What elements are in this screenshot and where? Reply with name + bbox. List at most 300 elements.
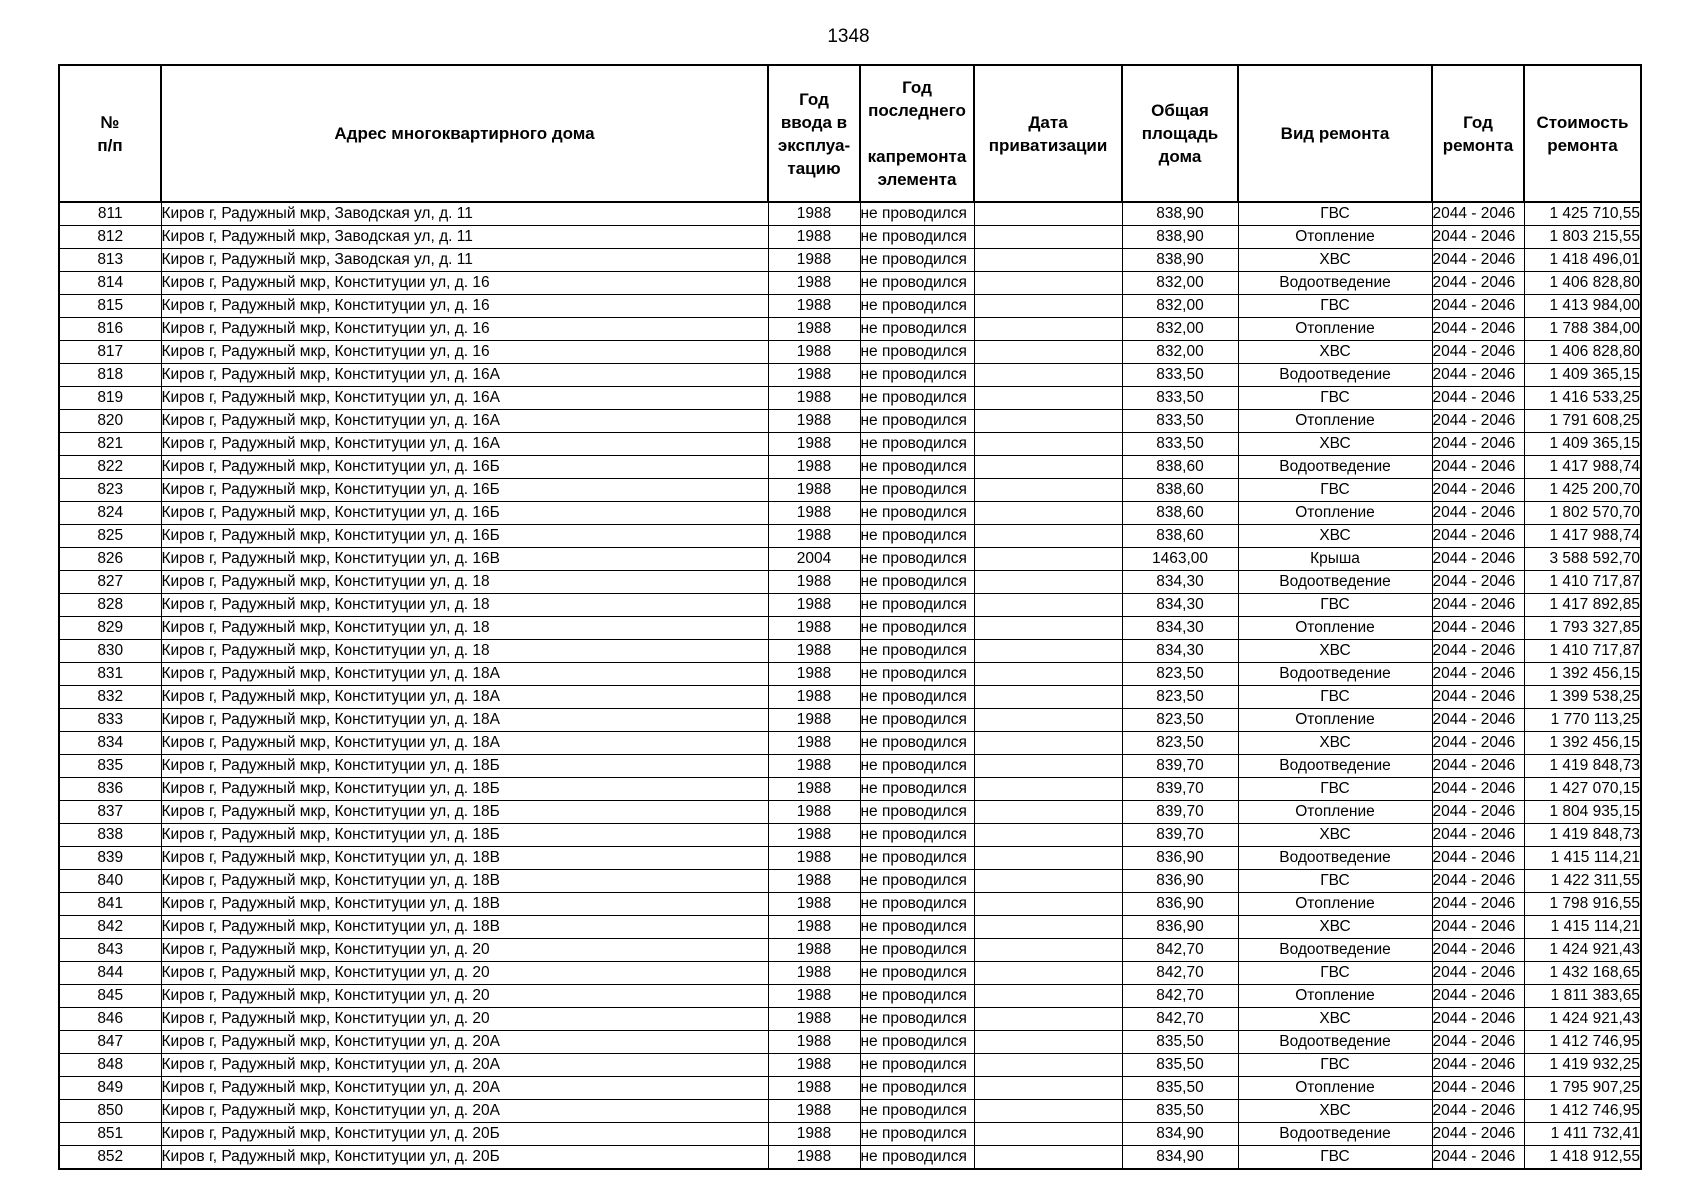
cell-cost: 3 588 592,70 [1524,548,1641,571]
cell-num: 827 [59,571,161,594]
cell-repair-years: 2044 - 2046 [1432,226,1524,249]
cell-year-built: 1988 [768,594,860,617]
cell-repair-type: Отопление [1238,801,1432,824]
cell-privatization [974,594,1122,617]
cell-address: Киров г, Радужный мкр, Конституции ул, д. 16Б [161,525,768,548]
cell-repair-years: 2044 - 2046 [1432,479,1524,502]
cell-area: 833,50 [1122,410,1238,433]
cell-num: 821 [59,433,161,456]
cell-num: 843 [59,939,161,962]
cell-privatization [974,525,1122,548]
cell-cost: 1 410 717,87 [1524,640,1641,663]
table-row [59,272,1641,295]
cell-area: 834,30 [1122,617,1238,640]
cell-area: 839,70 [1122,755,1238,778]
cell-last-repair: не проводился [860,295,974,318]
header-last-repair: Год последнего капремонта элемента [860,65,974,202]
cell-cost: 1 406 828,80 [1524,272,1641,295]
cell-last-repair: не проводился [860,1123,974,1146]
cell-cost: 1 392 456,15 [1524,663,1641,686]
cell-area: 834,30 [1122,571,1238,594]
cell-cost: 1 417 988,74 [1524,525,1641,548]
cell-address: Киров г, Радужный мкр, Конституции ул, д. 18 [161,617,768,640]
cell-num: 816 [59,318,161,341]
cell-num: 842 [59,916,161,939]
cell-cost: 1 425 710,55 [1524,202,1641,226]
cell-last-repair: не проводился [860,433,974,456]
cell-privatization [974,1031,1122,1054]
cell-year-built: 1988 [768,387,860,410]
cell-repair-type: ГВС [1238,1054,1432,1077]
cell-num: 847 [59,1031,161,1054]
cell-last-repair: не проводился [860,663,974,686]
cell-repair-type: ХВС [1238,916,1432,939]
cell-last-repair: не проводился [860,755,974,778]
cell-repair-years: 2044 - 2046 [1432,1008,1524,1031]
cell-repair-years: 2044 - 2046 [1432,318,1524,341]
cell-repair-years: 2044 - 2046 [1432,387,1524,410]
cell-privatization [974,1146,1122,1170]
cell-privatization [974,962,1122,985]
cell-repair-years: 2044 - 2046 [1432,1123,1524,1146]
cell-num: 832 [59,686,161,709]
cell-year-built: 1988 [768,410,860,433]
cell-repair-years: 2044 - 2046 [1432,456,1524,479]
cell-privatization [974,410,1122,433]
cell-num: 817 [59,341,161,364]
cell-repair-years: 2044 - 2046 [1432,202,1524,226]
table-row [59,801,1641,824]
cell-address: Киров г, Радужный мкр, Конституции ул, д. 16Б [161,502,768,525]
cell-repair-type: ГВС [1238,686,1432,709]
cell-area: 836,90 [1122,870,1238,893]
cell-year-built: 1988 [768,893,860,916]
cell-last-repair: не проводился [860,640,974,663]
cell-repair-years: 2044 - 2046 [1432,1100,1524,1123]
cell-num: 846 [59,1008,161,1031]
cell-privatization [974,456,1122,479]
cell-year-built: 1988 [768,272,860,295]
cell-cost: 1 419 932,25 [1524,1054,1641,1077]
cell-last-repair: не проводился [860,939,974,962]
cell-year-built: 1988 [768,801,860,824]
cell-repair-years: 2044 - 2046 [1432,755,1524,778]
cell-cost: 1 399 538,25 [1524,686,1641,709]
cell-num: 851 [59,1123,161,1146]
cell-area: 834,30 [1122,640,1238,663]
cell-privatization [974,709,1122,732]
cell-address: Киров г, Радужный мкр, Конституции ул, д. 18А [161,732,768,755]
cell-cost: 1 804 935,15 [1524,801,1641,824]
cell-area: 839,70 [1122,824,1238,847]
table-row [59,318,1641,341]
table-row [59,755,1641,778]
table-row [59,824,1641,847]
cell-area: 823,50 [1122,709,1238,732]
cell-num: 823 [59,479,161,502]
cell-repair-type: ХВС [1238,433,1432,456]
cell-num: 852 [59,1146,161,1170]
cell-repair-years: 2044 - 2046 [1432,640,1524,663]
cell-repair-type: Водоотведение [1238,663,1432,686]
table-row [59,778,1641,801]
cell-cost: 1 791 608,25 [1524,410,1641,433]
cell-year-built: 1988 [768,249,860,272]
cell-cost: 1 788 384,00 [1524,318,1641,341]
cell-repair-years: 2044 - 2046 [1432,272,1524,295]
cell-num: 819 [59,387,161,410]
table-row [59,456,1641,479]
table-row [59,502,1641,525]
cell-last-repair: не проводился [860,801,974,824]
cell-last-repair: не проводился [860,847,974,870]
table-row [59,870,1641,893]
cell-num: 834 [59,732,161,755]
cell-year-built: 1988 [768,1077,860,1100]
cell-num: 845 [59,985,161,1008]
table-row [59,732,1641,755]
cell-address: Киров г, Радужный мкр, Конституции ул, д. 18В [161,893,768,916]
table-row [59,410,1641,433]
cell-num: 828 [59,594,161,617]
cell-repair-years: 2044 - 2046 [1432,916,1524,939]
cell-year-built: 2004 [768,548,860,571]
cell-address: Киров г, Радужный мкр, Конституции ул, д. 20 [161,939,768,962]
cell-last-repair: не проводился [860,962,974,985]
cell-repair-type: Отопление [1238,617,1432,640]
cell-privatization [974,433,1122,456]
cell-repair-years: 2044 - 2046 [1432,502,1524,525]
cell-cost: 1 413 984,00 [1524,295,1641,318]
table-row [59,202,1641,226]
cell-num: 815 [59,295,161,318]
cell-repair-type: Водоотведение [1238,1123,1432,1146]
cell-year-built: 1988 [768,341,860,364]
cell-last-repair: не проводился [860,502,974,525]
header-year-built: Год ввода в эксплуа- тацию [768,65,860,202]
cell-cost: 1 427 070,15 [1524,778,1641,801]
table-row [59,433,1641,456]
cell-last-repair: не проводился [860,594,974,617]
cell-repair-years: 2044 - 2046 [1432,295,1524,318]
cell-address: Киров г, Радужный мкр, Конституции ул, д. 20Б [161,1123,768,1146]
cell-privatization [974,847,1122,870]
cell-address: Киров г, Радужный мкр, Конституции ул, д. 16А [161,387,768,410]
cell-privatization [974,387,1122,410]
cell-area: 839,70 [1122,801,1238,824]
cell-address: Киров г, Радужный мкр, Конституции ул, д. 18 [161,571,768,594]
cell-year-built: 1988 [768,479,860,502]
header-cost: Стоимость ремонта [1524,65,1641,202]
cell-cost: 1 411 732,41 [1524,1123,1641,1146]
cell-repair-years: 2044 - 2046 [1432,801,1524,824]
cell-privatization [974,686,1122,709]
cell-last-repair: не проводился [860,732,974,755]
cell-cost: 1 412 746,95 [1524,1100,1641,1123]
cell-privatization [974,663,1122,686]
cell-repair-years: 2044 - 2046 [1432,548,1524,571]
cell-area: 838,60 [1122,456,1238,479]
cell-area: 833,50 [1122,433,1238,456]
table-row [59,893,1641,916]
cell-last-repair: не проводился [860,226,974,249]
cell-privatization [974,870,1122,893]
cell-repair-type: ГВС [1238,387,1432,410]
table-row [59,985,1641,1008]
cell-privatization [974,824,1122,847]
cell-last-repair: не проводился [860,479,974,502]
cell-year-built: 1988 [768,202,860,226]
cell-area: 839,70 [1122,778,1238,801]
cell-repair-type: ХВС [1238,1100,1432,1123]
cell-area: 835,50 [1122,1054,1238,1077]
cell-cost: 1 422 311,55 [1524,870,1641,893]
table-row [59,226,1641,249]
cell-privatization [974,801,1122,824]
page-number: 1348 [827,26,870,47]
table-row [59,847,1641,870]
cell-area: 832,00 [1122,341,1238,364]
cell-area: 823,50 [1122,732,1238,755]
cell-privatization [974,249,1122,272]
table-row [59,479,1641,502]
cell-year-built: 1988 [768,962,860,985]
cell-year-built: 1988 [768,364,860,387]
cell-repair-type: ГВС [1238,479,1432,502]
cell-cost: 1 417 988,74 [1524,456,1641,479]
cell-num: 841 [59,893,161,916]
cell-area: 836,90 [1122,893,1238,916]
cell-repair-years: 2044 - 2046 [1432,1146,1524,1170]
cell-privatization [974,939,1122,962]
cell-repair-years: 2044 - 2046 [1432,709,1524,732]
cell-address: Киров г, Радужный мкр, Конституции ул, д. 16А [161,410,768,433]
cell-repair-years: 2044 - 2046 [1432,824,1524,847]
cell-last-repair: не проводился [860,1100,974,1123]
cell-repair-type: ГВС [1238,295,1432,318]
cell-address: Киров г, Радужный мкр, Конституции ул, д. 20А [161,1100,768,1123]
cell-year-built: 1988 [768,433,860,456]
cell-repair-type: Отопление [1238,1077,1432,1100]
cell-repair-type: Отопление [1238,893,1432,916]
cell-year-built: 1988 [768,1100,860,1123]
cell-repair-type: ХВС [1238,640,1432,663]
cell-address: Киров г, Радужный мкр, Конституции ул, д. 18В [161,870,768,893]
cell-address: Киров г, Радужный мкр, Конституции ул, д. 18А [161,686,768,709]
cell-address: Киров г, Радужный мкр, Конституции ул, д. 18 [161,640,768,663]
cell-num: 840 [59,870,161,893]
cell-privatization [974,778,1122,801]
cell-repair-years: 2044 - 2046 [1432,778,1524,801]
cell-last-repair: не проводился [860,202,974,226]
cell-area: 834,90 [1122,1123,1238,1146]
table-row [59,916,1641,939]
cell-repair-type: ХВС [1238,1008,1432,1031]
table-row [59,1077,1641,1100]
cell-num: 813 [59,249,161,272]
cell-area: 835,50 [1122,1100,1238,1123]
cell-repair-type: ХВС [1238,732,1432,755]
cell-privatization [974,640,1122,663]
table-row [59,387,1641,410]
cell-repair-years: 2044 - 2046 [1432,617,1524,640]
table-row [59,1123,1641,1146]
header-repair-type: Вид ремонта [1238,65,1432,202]
cell-address: Киров г, Радужный мкр, Конституции ул, д. 18А [161,709,768,732]
cell-area: 1463,00 [1122,548,1238,571]
cell-repair-years: 2044 - 2046 [1432,594,1524,617]
cell-last-repair: не проводился [860,617,974,640]
cell-cost: 1 795 907,25 [1524,1077,1641,1100]
cell-last-repair: не проводился [860,341,974,364]
cell-address: Киров г, Радужный мкр, Конституции ул, д. 18 [161,594,768,617]
cell-last-repair: не проводился [860,272,974,295]
cell-cost: 1 425 200,70 [1524,479,1641,502]
cell-area: 838,60 [1122,502,1238,525]
cell-repair-type: Водоотведение [1238,364,1432,387]
cell-repair-type: Водоотведение [1238,1031,1432,1054]
cell-year-built: 1988 [768,732,860,755]
header-row [59,65,1641,202]
cell-area: 835,50 [1122,1031,1238,1054]
cell-address: Киров г, Радужный мкр, Конституции ул, д. 20 [161,985,768,1008]
cell-cost: 1 798 916,55 [1524,893,1641,916]
cell-year-built: 1988 [768,1008,860,1031]
cell-repair-type: ХВС [1238,824,1432,847]
cell-cost: 1 432 168,65 [1524,962,1641,985]
repair-registry-table [58,64,1642,1170]
cell-last-repair: не проводился [860,778,974,801]
cell-privatization [974,1100,1122,1123]
cell-address: Киров г, Радужный мкр, Конституции ул, д. 20А [161,1054,768,1077]
cell-last-repair: не проводился [860,686,974,709]
cell-repair-years: 2044 - 2046 [1432,571,1524,594]
cell-area: 832,00 [1122,318,1238,341]
cell-repair-type: ХВС [1238,341,1432,364]
cell-year-built: 1988 [768,709,860,732]
cell-year-built: 1988 [768,778,860,801]
cell-area: 834,90 [1122,1146,1238,1170]
cell-repair-years: 2044 - 2046 [1432,939,1524,962]
table-row [59,709,1641,732]
cell-address: Киров г, Радужный мкр, Конституции ул, д. 18В [161,916,768,939]
cell-last-repair: не проводился [860,1008,974,1031]
table-row [59,1146,1641,1170]
cell-privatization [974,985,1122,1008]
cell-repair-years: 2044 - 2046 [1432,663,1524,686]
cell-privatization [974,732,1122,755]
cell-area: 823,50 [1122,686,1238,709]
cell-year-built: 1988 [768,985,860,1008]
cell-year-built: 1988 [768,502,860,525]
cell-repair-type: Крыша [1238,548,1432,571]
header-num: № п/п [59,65,161,202]
cell-num: 844 [59,962,161,985]
cell-address: Киров г, Радужный мкр, Заводская ул, д. 11 [161,202,768,226]
cell-repair-years: 2044 - 2046 [1432,1031,1524,1054]
cell-area: 832,00 [1122,295,1238,318]
cell-cost: 1 409 365,15 [1524,364,1641,387]
cell-privatization [974,364,1122,387]
cell-address: Киров г, Радужный мкр, Конституции ул, д. 18Б [161,778,768,801]
cell-privatization [974,272,1122,295]
cell-num: 811 [59,202,161,226]
cell-cost: 1 424 921,43 [1524,1008,1641,1031]
cell-area: 836,90 [1122,916,1238,939]
cell-repair-years: 2044 - 2046 [1432,985,1524,1008]
cell-repair-type: ГВС [1238,870,1432,893]
cell-last-repair: не проводился [860,1077,974,1100]
cell-num: 818 [59,364,161,387]
cell-privatization [974,916,1122,939]
cell-address: Киров г, Радужный мкр, Конституции ул, д. 20А [161,1077,768,1100]
cell-repair-years: 2044 - 2046 [1432,732,1524,755]
cell-last-repair: не проводился [860,456,974,479]
cell-address: Киров г, Радужный мкр, Конституции ул, д. 20 [161,962,768,985]
cell-privatization [974,318,1122,341]
header-privatization: Дата приватизации [974,65,1122,202]
cell-area: 835,50 [1122,1077,1238,1100]
cell-area: 842,70 [1122,1008,1238,1031]
cell-cost: 1 415 114,21 [1524,847,1641,870]
cell-privatization [974,1077,1122,1100]
cell-area: 823,50 [1122,663,1238,686]
cell-repair-years: 2044 - 2046 [1432,1054,1524,1077]
cell-year-built: 1988 [768,870,860,893]
cell-cost: 1 418 912,55 [1524,1146,1641,1170]
cell-privatization [974,617,1122,640]
cell-area: 842,70 [1122,962,1238,985]
cell-area: 838,90 [1122,202,1238,226]
cell-year-built: 1988 [768,318,860,341]
cell-cost: 1 416 533,25 [1524,387,1641,410]
cell-num: 812 [59,226,161,249]
cell-repair-years: 2044 - 2046 [1432,962,1524,985]
table-row [59,663,1641,686]
cell-cost: 1 419 848,73 [1524,824,1641,847]
cell-num: 833 [59,709,161,732]
cell-privatization [974,893,1122,916]
cell-cost: 1 770 113,25 [1524,709,1641,732]
cell-repair-type: Отопление [1238,318,1432,341]
cell-last-repair: не проводился [860,824,974,847]
cell-address: Киров г, Радужный мкр, Конституции ул, д. 16 [161,295,768,318]
cell-area: 842,70 [1122,939,1238,962]
table-row [59,364,1641,387]
cell-repair-type: Отопление [1238,709,1432,732]
cell-last-repair: не проводился [860,548,974,571]
cell-year-built: 1988 [768,1054,860,1077]
cell-year-built: 1988 [768,663,860,686]
cell-address: Киров г, Радужный мкр, Конституции ул, д. 18А [161,663,768,686]
cell-repair-years: 2044 - 2046 [1432,249,1524,272]
cell-repair-years: 2044 - 2046 [1432,410,1524,433]
table-row [59,295,1641,318]
cell-year-built: 1988 [768,640,860,663]
cell-address: Киров г, Радужный мкр, Конституции ул, д. 16А [161,364,768,387]
cell-repair-type: Отопление [1238,985,1432,1008]
cell-num: 835 [59,755,161,778]
cell-repair-type: Водоотведение [1238,571,1432,594]
cell-privatization [974,202,1122,226]
cell-repair-years: 2044 - 2046 [1432,893,1524,916]
cell-cost: 1 419 848,73 [1524,755,1641,778]
cell-address: Киров г, Радужный мкр, Конституции ул, д. 16Б [161,479,768,502]
table-row [59,1054,1641,1077]
cell-repair-years: 2044 - 2046 [1432,847,1524,870]
cell-last-repair: не проводился [860,1054,974,1077]
cell-num: 839 [59,847,161,870]
